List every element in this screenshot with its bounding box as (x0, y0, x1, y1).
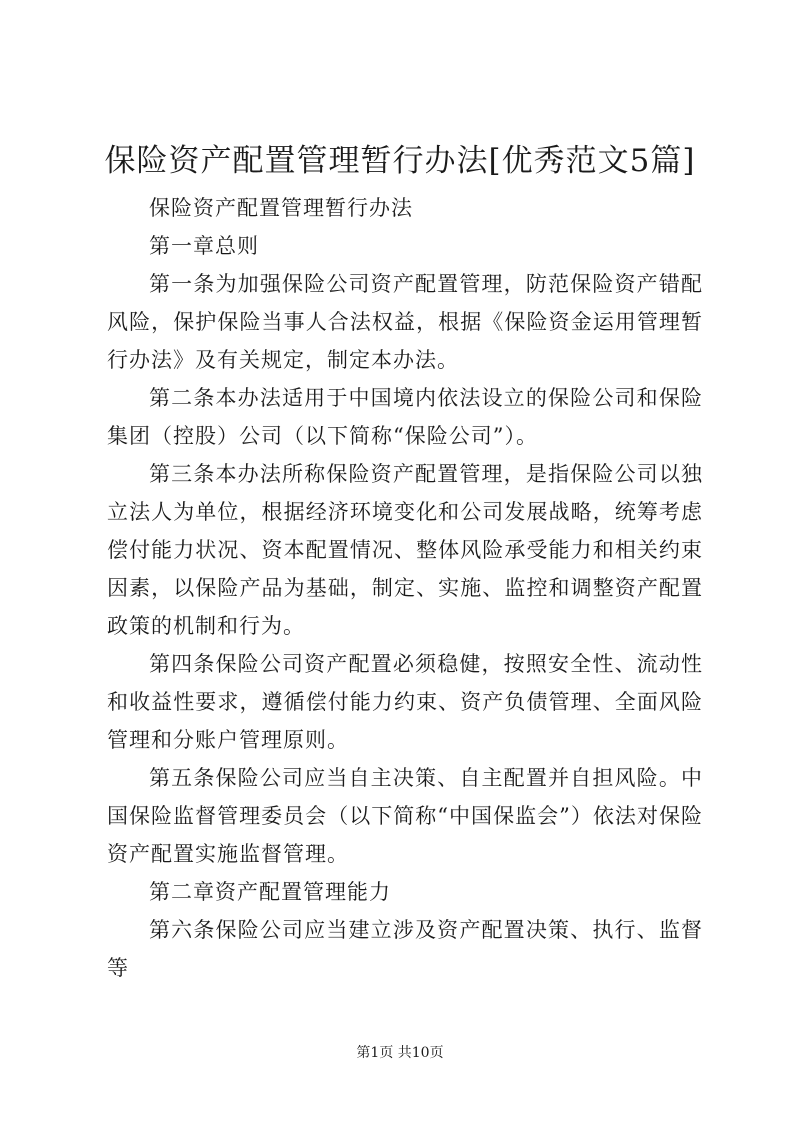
subtitle-paragraph: 保险资产配置管理暂行办法 (149, 196, 413, 220)
page-footer (0, 1043, 800, 1063)
article-paragraph: 第四条保险公司资产配置必须稳健，按照安全性、流动性和收益性要求，遵循偿付能力约束、资产负债管理、全面风险管理和分账户管理原则。 (107, 652, 703, 752)
chapter-heading: 第二章资产配置管理能力 (149, 880, 391, 904)
article-paragraph: 第二条本办法适用于中国境内依法设立的保险公司和保险集团（控股）公司（以下简称“保险公司”）。 (107, 386, 703, 448)
document-body (107, 189, 703, 987)
chapter-heading: 第一章总则 (149, 234, 259, 258)
article-paragraph: 第一条为加强保险公司资产配置管理，防范保险资产错配风险，保护保险当事人合法权益，根据《保险资金运用管理暂行办法》及有关规定，制定本办法。 (107, 272, 703, 372)
document-title: 保险资产配置管理暂行办法[优秀范文5篇] (104, 143, 696, 179)
article-paragraph: 第三条本办法所称保险资产配置管理，是指保险公司以独立法人为单位，根据经济环境变化和公司发展战略，统筹考虑偿付能力状况、资本配置情况、整体风险承受能力和相关约束因素，以保险产品为基础，制定、实施、监控和调整资产配置政策的机制和行为。 (107, 462, 703, 638)
article-paragraph: 第五条保险公司应当自主决策、自主配置并自担风险。中国保险监督管理委员会（以下简称“中国保监会”）依法对保险资产配置实施监督管理。 (107, 766, 703, 866)
article-paragraph: 第六条保险公司应当建立涉及资产配置决策、执行、监督等 (107, 918, 703, 980)
page-indicator: 第1页 共10页 (356, 1045, 444, 1061)
